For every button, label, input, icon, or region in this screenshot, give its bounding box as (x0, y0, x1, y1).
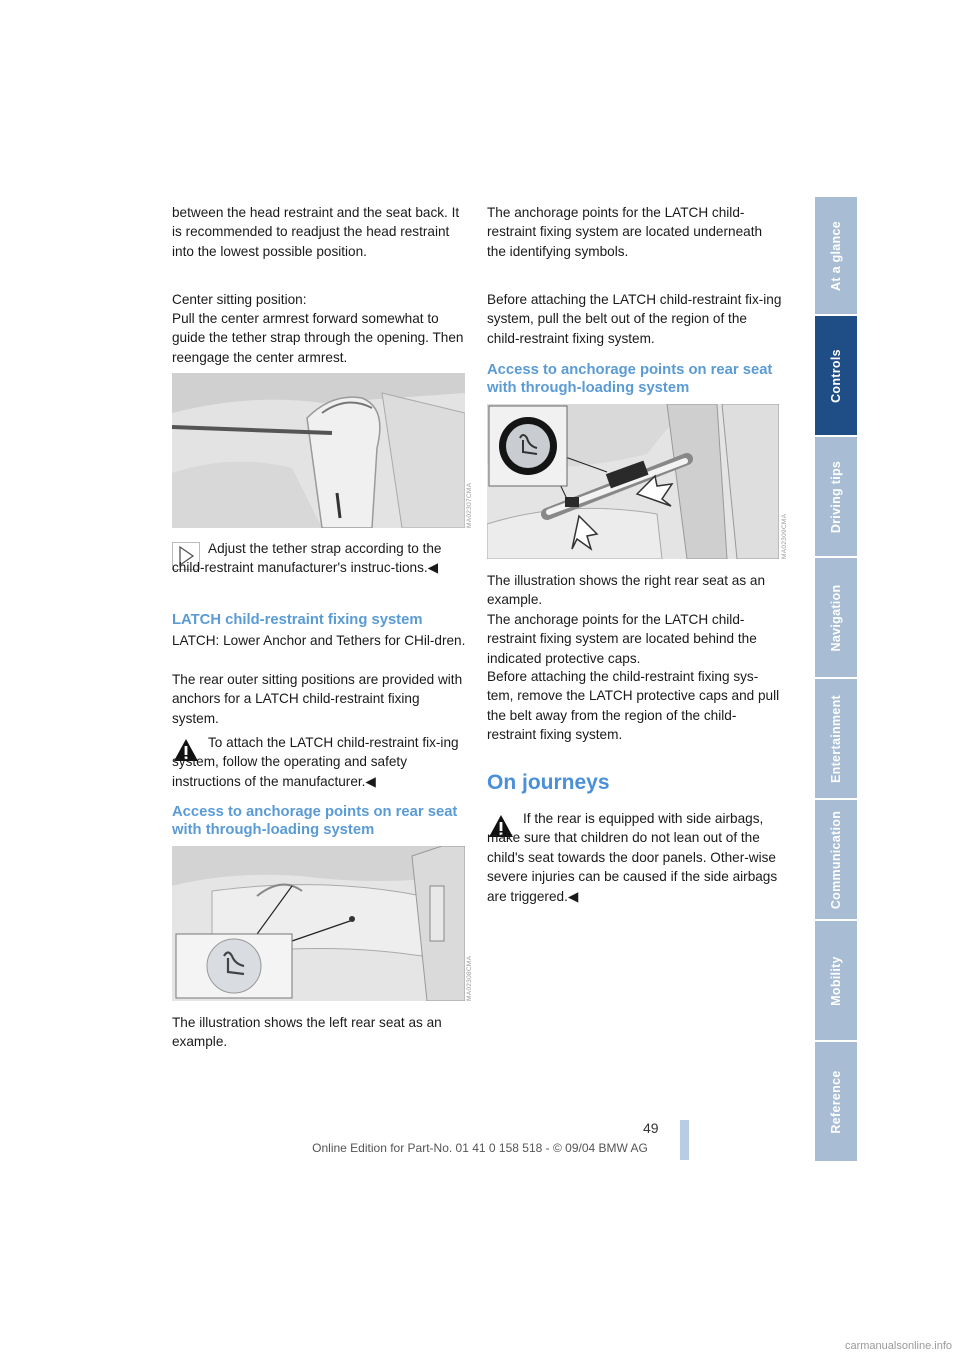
figure-code: MA02308CMA (466, 955, 473, 1001)
tab-mobility[interactable]: Mobility (815, 921, 857, 1040)
warning-latch-instructions: To attach the LATCH child-restraint fix-ing system, follow the operating and safety instructions of the manufacturer.◀ (172, 735, 459, 789)
paragraph-pull-belt: Before attaching the LATCH child-restraint fix-ing system, pull the belt out of the region of the child-restraint fixing system. (487, 292, 782, 346)
paragraph-anchorage-symbols: The anchorage points for the LATCH child-restraint fixing system are located underneath the identifying symbols. (487, 205, 763, 259)
figure-code: MA02309CMA (781, 513, 788, 559)
tab-entertainment[interactable]: Entertainment (815, 679, 857, 798)
paragraph-center-armrest: Pull the center armrest forward somewhat to guide the tether strap through the opening. Then reengage the center armrest. (172, 311, 464, 365)
tab-reference[interactable]: Reference (815, 1042, 857, 1161)
figure-tether-strap-armrest (172, 373, 465, 528)
heading-access-right: Access to anchorage points on rear seat with through-loading system (487, 362, 773, 396)
figure-left-rear-seat (172, 846, 465, 1001)
paragraph-head-restraint: between the head restraint and the seat back. It is recommended to readjust the head restraint into the lowest possible position. (172, 205, 460, 259)
paragraph-left-seat-example: The illustration shows the left rear seat as an example. (172, 1015, 442, 1050)
tab-navigation[interactable]: Navigation (815, 558, 857, 677)
tab-communication[interactable]: Communication (815, 800, 857, 919)
tab-driving-tips[interactable]: Driving tips (815, 437, 857, 556)
heading-on-journeys: On journeys (487, 771, 610, 794)
figure-code: MA02307CMA (466, 482, 473, 528)
figure-right-rear-seat (487, 404, 779, 559)
paragraph-latch-anchors: The rear outer sitting positions are provided with anchors for a LATCH child-restraint fixing system. (172, 672, 463, 726)
warning-side-airbags: If the rear is equipped with side airbags, make sure that children do not lean out of the child's seat towards the door panels. Other-wise severe injuries can be caused if the side airbags are triggered.◀ (487, 811, 778, 904)
paragraph-latch-definition: LATCH: Lower Anchor and Tethers for CHil-dren. (172, 633, 466, 648)
paragraph-right-seat-example: The illustration shows the right rear seat as an example. (487, 573, 766, 608)
heading-access-left: Access to anchorage points on rear seat with through-loading system (172, 804, 458, 838)
tab-controls[interactable]: Controls (815, 316, 857, 435)
paragraph-protective-caps: The anchorage points for the LATCH child-restraint fixing system are located behind the indicated protective caps. (487, 612, 757, 666)
paragraph-center-position-label: Center sitting position: (172, 292, 307, 307)
chapter-tabs (815, 197, 857, 1163)
tab-at-a-glance[interactable]: At a glance (815, 197, 857, 314)
footer-edition: Online Edition for Part-No. 01 41 0 158 518 - © 09/04 BMW AG (312, 1141, 648, 1155)
page-number: 49 (643, 1120, 659, 1136)
heading-latch: LATCH child-restraint fixing system (172, 612, 423, 628)
note-tether-strap: Adjust the tether strap according to the child-restraint manufacturer's instruc-tions.◀ (172, 541, 442, 576)
watermark-link[interactable]: carmanualsonline.info (844, 1340, 952, 1352)
paragraph-remove-caps: Before attaching the child-restraint fixing sys-tem, remove the LATCH protective caps and pull the belt away from the region of the child-restraint fixing system. (487, 669, 780, 743)
